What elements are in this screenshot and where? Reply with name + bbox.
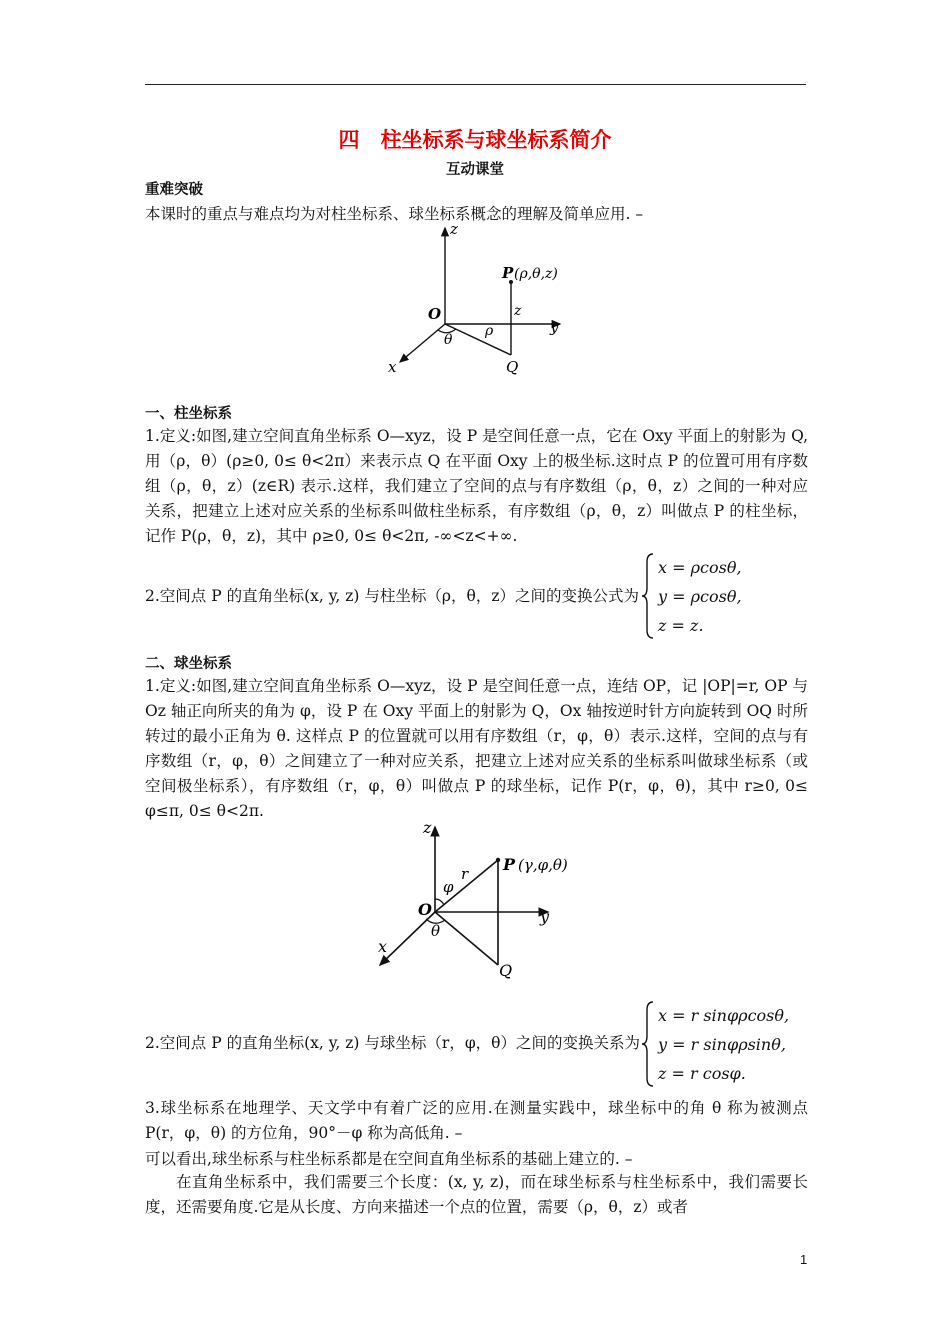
spherical-figure <box>368 815 588 985</box>
page-subtitle: 互动课堂 <box>446 162 504 178</box>
p-coords-label: (ρ,θ,z) <box>514 266 558 282</box>
brace-1 <box>641 552 657 640</box>
q-label: Q <box>499 961 513 980</box>
section2-observation: 可以看出,球坐标系与柱坐标系都是在空间直角坐标系的基础上建立的. – <box>145 1150 633 1168</box>
section2-formula-intro: 2.空间点 P 的直角坐标(x, y, z) 与球坐标（r，φ，θ）之间的变换关系为 <box>145 1034 641 1052</box>
section1-definition: 1.定义:如图,建立空间直角坐标系 O—xyz，设 P 是空间任意一点，它在 Oxy 平面上的射影为 Q, 用（ρ，θ）(ρ≥0, 0≤ θ<2π）来表示点 Q 在平面 Oxy 上的极坐标.这时点 P 的位置可用有序数组（ρ，θ，z）(z∈R) 表示.这样，我们建立了空间的点与有序数组（ρ，θ，z）之间的一种对应关系，把建立上述对应关系的坐标系叫做柱坐标系，有序数组（ρ，θ，z）叫做点 P 的柱坐标，记作 P(ρ，θ，z)，其中 ρ≥0, 0≤ θ<2π, -∞<z<+∞. <box>145 427 808 545</box>
page-number: 1 <box>800 1252 808 1267</box>
y-label: y <box>550 318 559 336</box>
header-rule <box>145 84 806 85</box>
section-key-heading: 重难突破 <box>145 182 203 198</box>
phi-arc <box>435 899 444 905</box>
theta-label: θ <box>431 922 441 940</box>
theta-label: θ <box>444 332 453 348</box>
p-coords-label: (γ,φ,θ) <box>518 856 568 874</box>
p-label: P <box>503 855 516 874</box>
eq-z: z = z. <box>658 616 704 635</box>
intro-text: 本课时的重点与难点均为对柱坐标系、球坐标系概念的理解及简单应用. – <box>145 205 644 223</box>
r-label: r <box>461 865 469 883</box>
section1-formula-intro: 2.空间点 P 的直角坐标(x, y, z) 与柱坐标（ρ，θ，z）之间的变换公式为 <box>145 587 640 605</box>
section2-explanation: 在直角坐标系中，我们需要三个长度：(x, y, z)，而在球坐标系与柱坐标系中，我们需要长度，还需要角度.它是从长度、方向来描述一个点的位置，需要（ρ，θ，z）或者 <box>145 1173 808 1216</box>
eq-z: z = r cosφ. <box>658 1064 746 1083</box>
eq-x: x = ρcosθ, <box>658 558 742 577</box>
spherical-equations <box>658 1001 789 1088</box>
phi-label: φ <box>443 878 454 896</box>
point-p <box>496 858 500 862</box>
section2-application: 3.球坐标系在地理学、天文学中有着广泛的应用.在测量实践中，球坐标中的角 θ 称为被测点 P(r，φ，θ) 的方位角，90°－φ 称为高低角. – <box>145 1099 808 1142</box>
eq-y: y = r sinφρsinθ, <box>658 1035 786 1054</box>
page-title: 四 柱坐标系与球坐标系简介 <box>338 128 612 152</box>
p-label: P <box>502 264 514 282</box>
x-label: x <box>388 358 397 376</box>
rho-label: ρ <box>485 323 494 339</box>
y-label: y <box>540 907 550 926</box>
section2-definition: 1.定义:如图,建立空间直角坐标系 O—xyz，设 P 是空间任意一点，连结 OP，记 |OP|=r, OP 与 Oz 轴正向所夹的角为 φ，设 P 在 Oxy 平面上的射影为 Q，Ox 轴按逆时针方向旋转到 OQ 时所转过的最小正角为 θ. 这样点 P 的位置就可以用有序数组（r，φ，θ）表示.这样，空间的点与有序数组（r，φ，θ）之间建立了一种对应关系，把建立上述对应关系的坐标系叫做球坐标系（或空间极坐标系），有序数组（r，φ，θ）叫做点 P 的球坐标，记作 P(r，φ，θ)，其中 r≥0, 0≤ φ≤π, 0≤ θ<2π. <box>145 677 808 820</box>
x-label: x <box>378 937 388 956</box>
z-label: z <box>450 220 458 238</box>
origin-label: O <box>418 900 432 919</box>
origin-label: O <box>428 305 442 323</box>
q-label: Q <box>506 358 519 376</box>
eq-y: y = ρcosθ, <box>658 587 742 606</box>
section2-heading: 二、球坐标系 <box>145 656 232 672</box>
oq-segment <box>445 324 511 355</box>
height-label: z <box>514 303 522 319</box>
cylindrical-figure <box>380 220 580 380</box>
brace-2 <box>641 1000 657 1088</box>
eq-x: x = r sinφρcosθ, <box>658 1006 790 1025</box>
section1-heading: 一、柱坐标系 <box>145 406 232 422</box>
cylindrical-equations <box>658 553 742 640</box>
z-label: z <box>423 818 432 837</box>
